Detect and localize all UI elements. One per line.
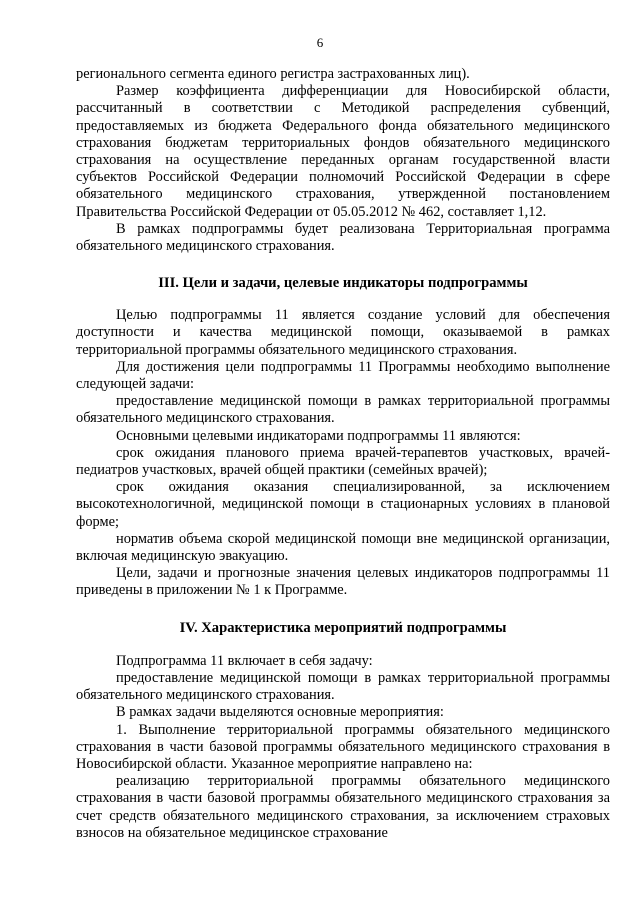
paragraph: В рамках задачи выделяются основные мероприятия:: [116, 704, 444, 721]
paragraph: срок ожидания оказания специализированной, за исключением высокотехнологичной, медицинской помощи в стационарных условиях в плановой форме;: [76, 479, 610, 530]
section-heading-3: III. Цели и задачи, целевые индикаторы подпрограммы: [158, 275, 528, 292]
paragraph: предоставление медицинской помощи в рамках территориальной программы обязательного медицинского страхования.: [76, 393, 610, 427]
page-content: [76, 66, 610, 842]
paragraph: Целью подпрограммы 11 является создание условий для обеспечения доступности и качества медицинской помощи, оказываемой в рамках территориальной программы обязательного медицинского страхования.: [76, 307, 610, 358]
paragraph: норматив объема скорой медицинской помощи вне медицинской организации, включая медицинскую эвакуацию.: [76, 530, 610, 565]
paragraph: Подпрограмма 11 включает в себя задачу:: [116, 652, 373, 669]
paragraph: В рамках подпрограммы будет реализована Территориальная программа обязательного медицинского страхования.: [76, 220, 610, 255]
paragraph: регионального сегмента единого регистра застрахованных лиц).: [76, 66, 470, 82]
section-heading-4: IV. Характеристика мероприятий подпрограммы: [179, 619, 507, 636]
paragraph: Для достижения цели подпрограммы 11 Программы необходимо выполнение следующей задачи:: [76, 358, 610, 393]
paragraph: Основными целевыми индикаторами подпрограммы 11 являются:: [116, 427, 521, 444]
page-number: 6: [316, 35, 324, 50]
paragraph: срок ожидания планового приема врачей-терапевтов участковых, врачей-педиатров участковых, врачей общей практики (семейных врачей);: [76, 444, 610, 479]
paragraph: Размер коэффициента дифференциации для Новосибирской области, рассчитанный в соответствии с Методикой распределения субвенций, предоставляемых из бюджета Федерального фонда обязательного медицинского страхования бюджетам территориальных фондов обязательного медицинского страхования на осуществление переданных органам государственной власти субъектов Российской Федерации полномочий Российской Федерации в сфере обязательного медицинского страхования, утвержденной постановлением Правительства Российской Федерации от 05.05.2012 № 462, составляет 1,12.: [76, 83, 610, 220]
paragraph: предоставление медицинской помощи в рамках территориальной программы обязательного медицинского страхования.: [76, 669, 610, 704]
paragraph: 1. Выполнение территориальной программы обязательного медицинского страхования в части базовой программы обязательного медицинского страхования в Новосибирской области. Указанное мероприятие направлено на:: [76, 721, 610, 772]
paragraph: реализацию территориальной программы обязательного медицинского страхования в части базовой программы обязательного медицинского страхования за счет средств обязательного медицинского страхования, за исключением страховых взносов на обязательное медицинское страхование: [76, 773, 610, 841]
paragraph: Цели, задачи и прогнозные значения целевых индикаторов подпрограммы 11 приведены в приложении № 1 к Программе.: [76, 565, 610, 599]
